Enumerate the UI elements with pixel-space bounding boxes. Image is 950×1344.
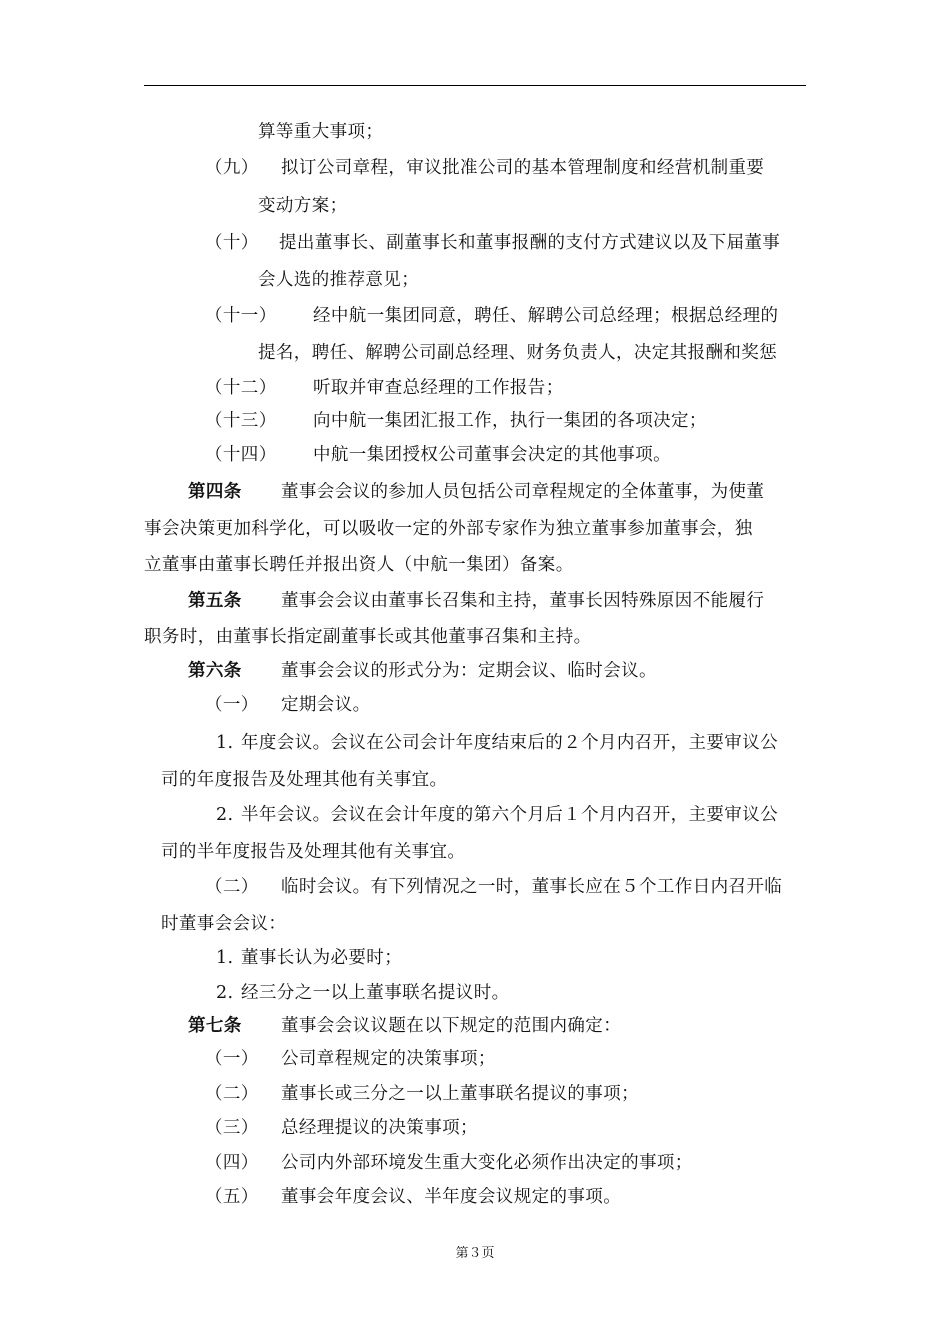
item-number: （五） [205, 1187, 259, 1207]
line-text: 事会决策更加科学化，可以吸收一定的外部专家作为独立董事参加董事会，独 [144, 519, 753, 539]
line-text: 董事会会议议题在以下规定的范围内确定： [281, 1016, 622, 1036]
item-number: （十） [205, 233, 259, 253]
item-number: （二） [205, 877, 259, 897]
item-number: 2. [216, 805, 234, 825]
item-number: 1. [216, 733, 234, 753]
line-text: 会人选的推荐意见； [258, 270, 420, 290]
line-text: 向中航一集团汇报工作，执行一集团的各项决定； [313, 411, 707, 431]
item-number: （四） [205, 1153, 259, 1173]
line-text: 时董事会会议： [161, 914, 287, 934]
line-text: 董事会会议的参加人员包括公司章程规定的全体董事，为使董 [281, 482, 765, 502]
line-text: 董事会年度会议、半年度会议规定的事项。 [281, 1187, 622, 1207]
item-number: （十三） [205, 411, 277, 431]
item-number: 1. [216, 948, 234, 968]
item-number: （一） [205, 695, 259, 715]
line-text: 司的年度报告及处理其他有关事宜。 [161, 770, 448, 790]
line-text: 董事会会议的形式分为：定期会议、临时会议。 [281, 661, 657, 681]
line-text: 定期会议。 [281, 695, 371, 715]
article-number: 第五条 [188, 591, 242, 611]
header-rule [144, 85, 806, 86]
line-text: 提名，聘任、解聘公司副总经理、财务负责人，决定其报酬和奖惩 [258, 343, 778, 363]
line-text: 董事会会议由董事长召集和主持，董事长因特殊原因不能履行 [281, 591, 765, 611]
line-text: 临时会议。有下列情况之一时，董事长应在５个工作日内召开临 [281, 877, 783, 897]
line-text: 变动方案； [258, 196, 348, 216]
line-text: 司的半年度报告及处理其他有关事宜。 [161, 842, 466, 862]
line-text: 听取并审查总经理的工作报告； [313, 378, 564, 398]
line-text: 总经理提议的决策事项； [281, 1118, 478, 1138]
article-number: 第四条 [188, 482, 242, 502]
line-text: 年度会议。会议在公司会计年度结束后的２个月内召开，主要审议公 [241, 733, 778, 753]
item-number: （十一） [205, 306, 277, 326]
line-text: 算等重大事项； [258, 122, 384, 142]
item-number: （二） [205, 1084, 259, 1104]
item-number: 2. [216, 983, 234, 1003]
page-number: 第３页 [455, 1246, 495, 1261]
line-text: 中航一集团授权公司董事会决定的其他事项。 [313, 445, 671, 465]
line-text: 董事长认为必要时； [241, 948, 403, 968]
line-text: 职务时，由董事长指定副董事长或其他董事召集和主持。 [144, 627, 592, 647]
item-number: （十四） [205, 445, 277, 465]
article-number: 第七条 [188, 1016, 242, 1036]
line-text: 拟订公司章程，审议批准公司的基本管理制度和经营机制重要 [281, 158, 765, 178]
line-text: 公司内外部环境发生重大变化必须作出决定的事项； [281, 1153, 693, 1173]
line-text: 提出董事长、副董事长和董事报酬的支付方式建议以及下届董事 [279, 233, 781, 253]
item-number: （九） [205, 158, 259, 178]
line-text: 董事长或三分之一以上董事联名提议的事项； [281, 1084, 639, 1104]
line-text: 公司章程规定的决策事项； [281, 1049, 496, 1069]
line-text: 经中航一集团同意，聘任、解聘公司总经理；根据总经理的 [313, 306, 779, 326]
line-text: 经三分之一以上董事联名提议时。 [241, 983, 510, 1003]
item-number: （一） [205, 1049, 259, 1069]
item-number: （三） [205, 1118, 259, 1138]
item-number: （十二） [205, 378, 277, 398]
line-text: 半年会议。会议在会计年度的第六个月后１个月内召开，主要审议公 [241, 805, 778, 825]
article-number: 第六条 [188, 661, 242, 681]
line-text: 立董事由董事长聘任并报出资人（中航一集团）备案。 [144, 555, 574, 575]
